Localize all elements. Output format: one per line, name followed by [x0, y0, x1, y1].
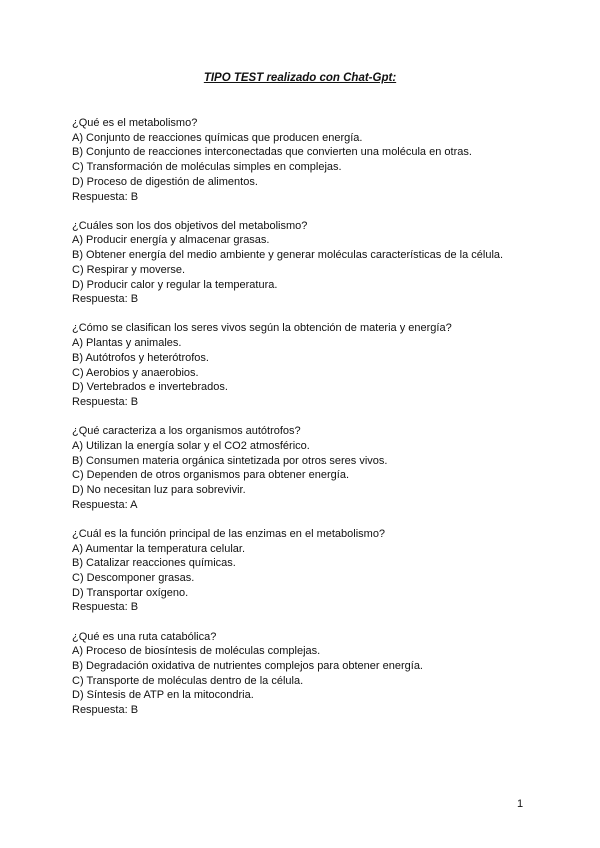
answer-value: B — [130, 293, 139, 306]
question-text: ¿Qué es una ruta catabólica? — [72, 630, 217, 643]
question-block — [72, 424, 542, 512]
answer-value: B — [130, 395, 139, 408]
answer-option: D) Proceso de digestión de alimentos. — [72, 175, 258, 188]
answer-prefix: Respuesta: — [72, 293, 131, 306]
answer-line — [72, 498, 542, 513]
question-text: ¿Qué caracteriza a los organismos autótrofos? — [72, 425, 301, 438]
answer-option: D) Síntesis de ATP en la mitocondria. — [72, 689, 254, 702]
answer-option: C) Transformación de moléculas simples en complejas. — [72, 161, 342, 174]
answer-option: D) Producir calor y regular la temperatura. — [72, 278, 278, 291]
question-block — [72, 321, 542, 409]
question-block — [72, 527, 542, 615]
answer-option: C) Dependen de otros organismos para obtener energía. — [72, 469, 350, 482]
answer-value: B — [130, 601, 139, 614]
answer-line — [72, 703, 542, 718]
document-title: TIPO TEST realizado con Chat-Gpt: — [203, 72, 397, 84]
answer-option: B) Degradación oxidativa de nutrientes complejos para obtener energía. — [72, 660, 423, 672]
answer-prefix: Respuesta: — [72, 395, 131, 408]
answer-value: B — [130, 704, 139, 717]
answer-line — [72, 292, 542, 307]
answer-option: A) Producir energía y almacenar grasas. — [72, 234, 270, 247]
question-block — [72, 630, 542, 718]
answer-option: D) No necesitan luz para sobrevivir. — [72, 483, 246, 496]
answer-option: A) Utilizan la energía solar y el CO2 atmosférico. — [72, 439, 310, 452]
answer-option: B) Consumen materia orgánica sintetizada por otros seres vivos. — [72, 454, 388, 467]
question-block — [72, 219, 542, 307]
answer-option: C) Aerobios y anaerobios. — [72, 366, 199, 379]
answer-prefix: Respuesta: — [72, 498, 131, 511]
answer-option: B) Obtener energía del medio ambiente y generar moléculas características de la célula. — [72, 249, 504, 262]
question-text: ¿Cómo se clasifican los seres vivos según la obtención de materia y energía? — [72, 322, 452, 335]
question-list — [72, 116, 542, 732]
answer-option: A) Conjunto de reacciones químicas que producen energía. — [72, 131, 363, 144]
answer-prefix: Respuesta: — [72, 190, 131, 203]
answer-option: C) Respirar y moverse. — [72, 263, 186, 276]
answer-value: B — [130, 190, 139, 203]
answer-prefix: Respuesta: — [72, 601, 131, 614]
question-text: ¿Qué es el metabolismo? — [72, 117, 198, 129]
page-number: 1 — [517, 798, 524, 810]
answer-option: B) Conjunto de reacciones interconectadas que convierten una molécula en otras. — [72, 146, 472, 159]
answer-option: C) Transporte de moléculas dentro de la célula. — [72, 674, 304, 687]
answer-option: A) Aumentar la temperatura celular. — [72, 542, 246, 555]
question-text: ¿Cuáles son los dos objetivos del metabolismo? — [72, 219, 308, 232]
answer-option: D) Vertebrados e invertebrados. — [72, 381, 228, 394]
answer-line — [72, 190, 542, 205]
answer-option: D) Transportar oxígeno. — [72, 586, 189, 599]
question-block — [72, 116, 542, 204]
answer-option: B) Autótrofos y heterótrofos. — [72, 351, 209, 364]
answer-line — [72, 600, 542, 615]
answer-option: A) Proceso de biosíntesis de moléculas complejas. — [72, 645, 321, 658]
answer-option: C) Descomponer grasas. — [72, 571, 195, 584]
answer-value: A — [130, 498, 138, 511]
question-text: ¿Cuál es la función principal de las enzimas en el metabolismo? — [72, 527, 386, 540]
answer-prefix: Respuesta: — [72, 704, 131, 717]
answer-line — [72, 395, 542, 410]
answer-option: A) Plantas y animales. — [72, 337, 182, 350]
answer-option: B) Catalizar reacciones químicas. — [72, 557, 236, 570]
